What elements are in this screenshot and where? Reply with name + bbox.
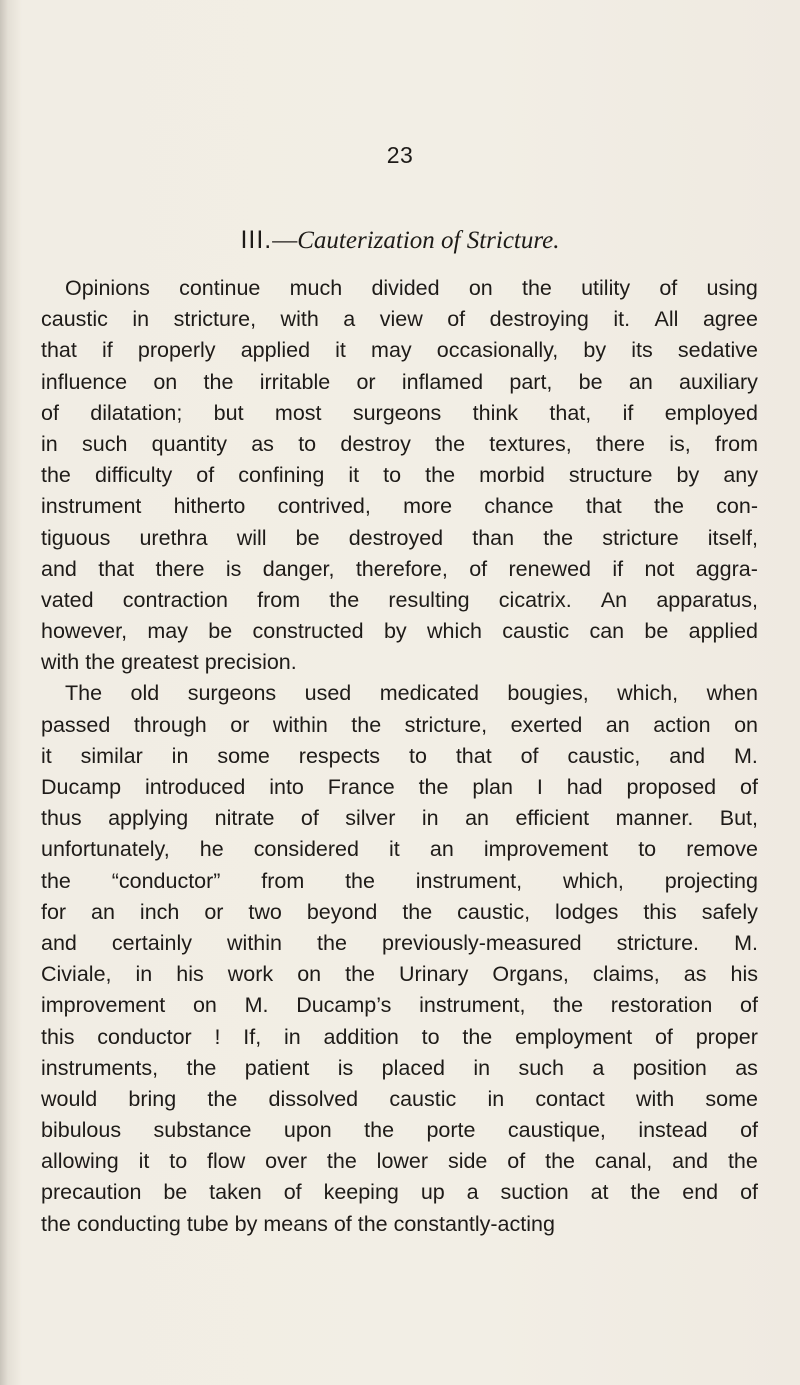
text-line: that if properly applied it may occasionally, by its sedative [41, 338, 758, 363]
text-line: Civiale, in his work on the Urinary Organs, claims, as his [41, 962, 758, 987]
text-line: for an inch or two beyond the caustic, lodges this safely [41, 899, 758, 924]
text-line: thus applying nitrate of silver in an efficient manner. But, [41, 806, 758, 831]
text-line: influence on the irritable or inflamed part, be an auxiliary [41, 369, 758, 394]
text-line: this conductor ! If, in addition to the employment of proper [41, 1024, 758, 1049]
text-line: bibulous substance upon the porte caustique, instead of [41, 1118, 758, 1143]
page-number: 23 [386, 142, 414, 168]
paragraph [41, 678, 758, 1239]
text-line: of dilatation; but most surgeons think that, if employed [41, 400, 758, 425]
section-heading [0, 226, 800, 255]
text-line: with the greatest precision. [41, 650, 297, 675]
text-line: caustic in stricture, with a view of destroying it. All agree [41, 307, 758, 332]
text-line: the “conductor” from the instrument, which, projecting [41, 868, 758, 893]
text-line: precaution be taken of keeping up a suction at the end of [41, 1180, 758, 1205]
text-line: The old surgeons used medicated bougies, which, when [65, 681, 758, 706]
text-line: vated contraction from the resulting cicatrix. An apparatus, [41, 587, 758, 612]
text-line: it similar in some respects to that of caustic, and M. [41, 743, 758, 768]
text-line: instruments, the patient is placed in such a position as [41, 1055, 758, 1080]
body-text [41, 273, 758, 1240]
text-line: allowing it to flow over the lower side of the canal, and the [41, 1149, 758, 1174]
text-line: the conducting tube by means of the constantly-acting [41, 1211, 555, 1236]
text-line: instrument hitherto contrived, more chance that the con- [41, 494, 758, 519]
text-line: in such quantity as to destroy the textures, there is, from [41, 431, 758, 456]
text-line: would bring the dissolved caustic in contact with some [41, 1086, 758, 1111]
heading-dash: — [272, 227, 298, 254]
text-line: unfortunately, he considered it an improvement to remove [41, 837, 758, 862]
paragraph [41, 273, 758, 678]
section-title: Cauterization of Stricture. [297, 227, 560, 254]
text-line: however, may be constructed by which caustic can be applied [41, 619, 758, 644]
text-line: improvement on M. Ducamp’s instrument, the restoration of [41, 993, 758, 1018]
text-line: and certainly within the previously-measured stricture. M. [41, 930, 758, 955]
text-line: passed through or within the stricture, exerted an action on [41, 712, 758, 737]
text-line: Ducamp introduced into France the plan I had proposed of [41, 775, 758, 799]
text-line: tiguous urethra will be destroyed than the stricture itself, [41, 525, 758, 550]
text-line: the difficulty of confining it to the morbid structure by any [41, 463, 758, 488]
section-numeral: III. [240, 226, 273, 254]
text-line: Opinions continue much divided on the utility of using [65, 276, 758, 300]
text-line: and that there is danger, therefore, of renewed if not aggra- [41, 556, 758, 581]
